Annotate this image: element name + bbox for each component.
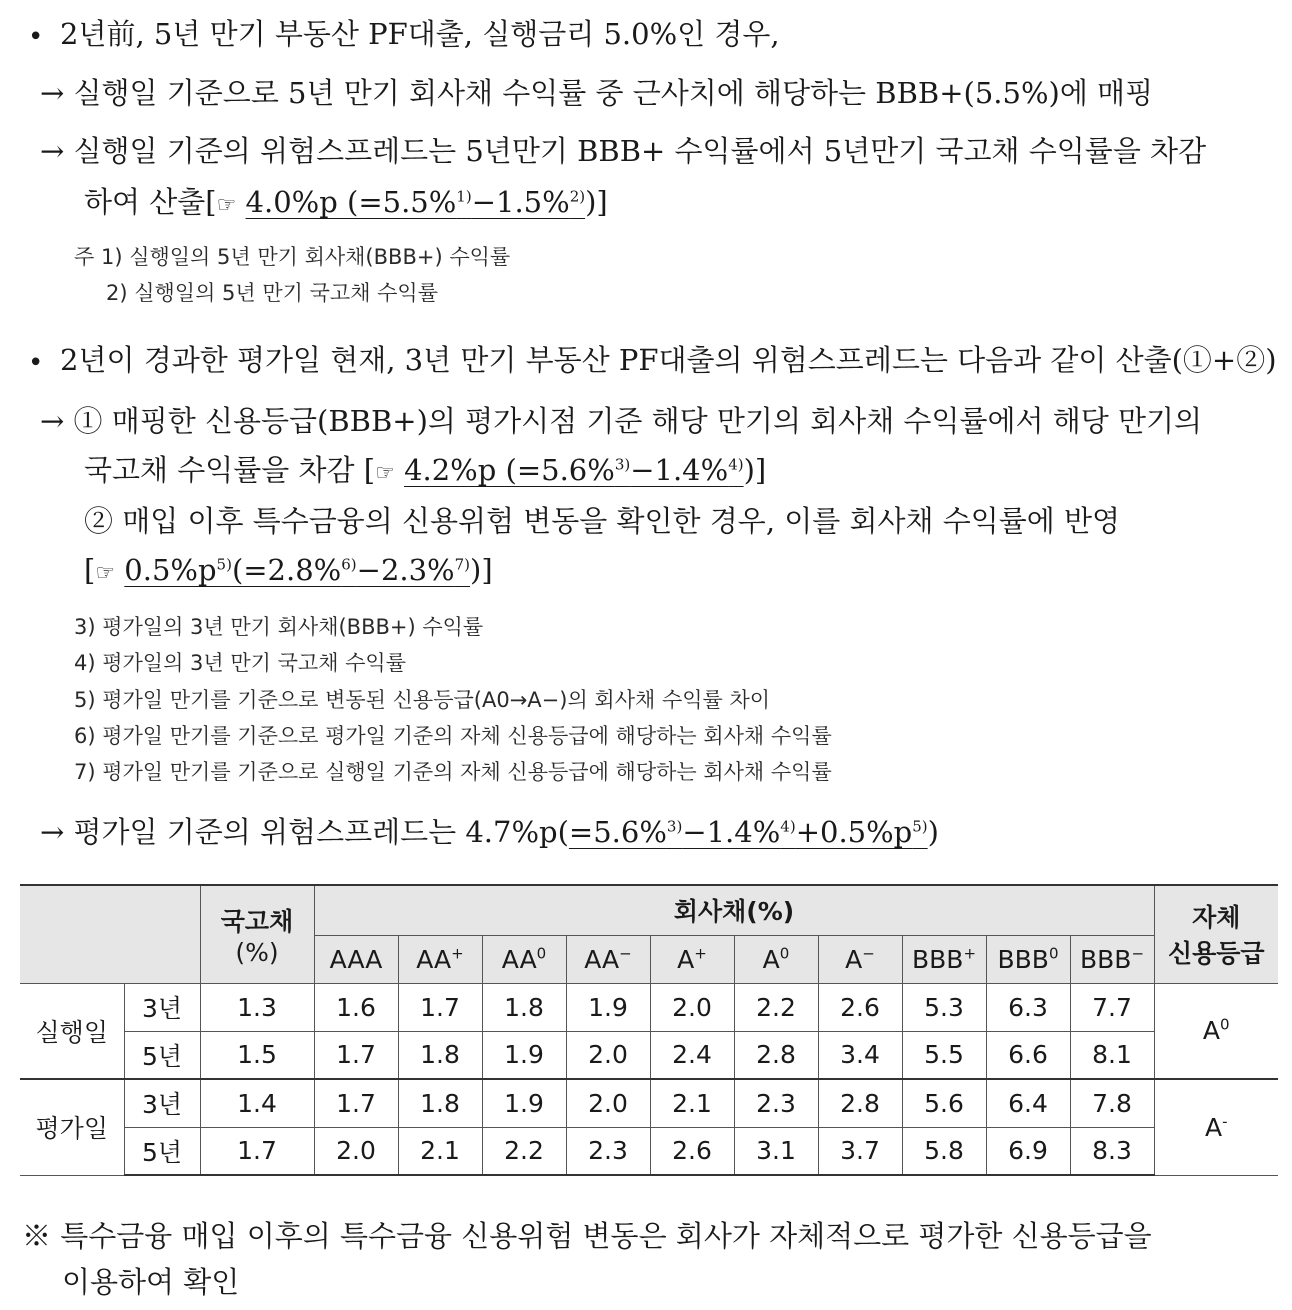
arrow-spread-line-2: 하여 산출[☞ 4.0%p (=5.5%$^{1)}$−1.5%$^{2)}$)] xyxy=(84,185,608,219)
corp-yield-cell: 3.4 xyxy=(818,1031,902,1079)
header-own-rating: 자체 신용등급 xyxy=(1154,885,1278,983)
corp-yield-cell: 2.6 xyxy=(818,983,902,1031)
corp-yield-cell: 2.1 xyxy=(650,1079,734,1127)
corp-yield-cell: 2.0 xyxy=(566,1031,650,1079)
grade-header: BBB− xyxy=(1070,935,1154,983)
corp-yield-cell: 6.9 xyxy=(986,1127,1070,1175)
corp-yield-cell: 1.7 xyxy=(398,983,482,1031)
calc-total-spread: $=5.6\%^{3)}-1.4\%^{4)}+0.5\%p^{5)}$ xyxy=(568,815,928,849)
corp-yield-cell: 2.6 xyxy=(650,1127,734,1175)
term-cell: 5년 xyxy=(124,1127,200,1175)
corp-yield-cell: 2.1 xyxy=(398,1127,482,1175)
table-row xyxy=(20,983,1278,1031)
arrow-mapping-line: → 실행일 기준으로 5년 만기 회사채 수익률 중 근사치에 해당하는 BBB+(5.5%)에 매핑 xyxy=(40,76,1154,110)
header-corp-bond: 회사채(%) xyxy=(314,885,1154,935)
term-cell: 3년 xyxy=(124,1079,200,1127)
bullet-marker: • xyxy=(28,348,44,378)
corp-yield-cell: 7.8 xyxy=(1070,1079,1154,1127)
calc-eval-spread: 4.2%p (=5.6%$^{3)}$−1.4%$^{4)}$ xyxy=(404,453,744,487)
corp-yield-cell: 6.6 xyxy=(986,1031,1070,1079)
corp-yield-cell: 6.3 xyxy=(986,983,1070,1031)
calc-execution-spread: 4.0%p (=5.5%$^{1)}$−1.5%$^{2)}$ xyxy=(245,185,586,219)
corp-yield-cell: 1.7 xyxy=(314,1031,398,1079)
text-prefix: 하여 산출[ xyxy=(84,185,217,219)
corp-yield-cell: 1.9 xyxy=(482,1031,566,1079)
bullet-evaluation-description: 2년이 경과한 평가일 현재, 3년 만기 부동산 PF대출의 위험스프레드는 다음과 같이 산출(①+②) xyxy=(60,343,1277,377)
corp-yield-cell: 2.2 xyxy=(482,1127,566,1175)
own-rating-cell: A- xyxy=(1154,1079,1278,1175)
corp-yield-cell: 2.4 xyxy=(650,1031,734,1079)
grade-header: BBB+ xyxy=(902,935,986,983)
corp-yield-cell: 2.3 xyxy=(566,1127,650,1175)
footnote-4: 4) 평가일의 3년 만기 국고채 수익률 xyxy=(74,651,407,675)
gov-yield-cell: 1.4 xyxy=(200,1079,314,1127)
table-row xyxy=(20,1031,1278,1079)
step2-line-2: [☞ $0.5\%p^{5)}(=2.8\%^{6)}-2.3\%^{7)})$] xyxy=(84,553,493,587)
hand-pointer-icon: ☞ xyxy=(216,193,237,218)
corp-yield-cell: 5.6 xyxy=(902,1079,986,1127)
result-line: → 평가일 기준의 위험스프레드는 $4.7\%p(=5.6\%^{3)}-1.4\%^{4)}+0.5\%p^{5)})$ xyxy=(40,815,939,849)
gov-yield-cell: 1.3 xyxy=(200,983,314,1031)
footnote-3: 3) 평가일의 3년 만기 회사채(BBB+) 수익률 xyxy=(74,615,484,639)
term-cell: 5년 xyxy=(124,1031,200,1079)
corp-yield-cell: 8.3 xyxy=(1070,1127,1154,1175)
corp-yield-cell: 1.8 xyxy=(398,1079,482,1127)
table-row xyxy=(20,1127,1278,1175)
footnote-7: 7) 평가일 만기를 기준으로 실행일 기준의 자체 신용등급에 해당하는 회사채 수익률 xyxy=(74,760,832,784)
own-rating-cell: $A^0$ xyxy=(1154,983,1278,1079)
group-label: 평가일 xyxy=(20,1079,124,1175)
corp-yield-cell: 1.9 xyxy=(482,1079,566,1127)
header-gov-bond: 국고채 (%) xyxy=(200,885,314,983)
corp-yield-cell: 6.4 xyxy=(986,1079,1070,1127)
footer-note-line-1: ※ 특수금융 매입 이후의 특수금융 신용위험 변동은 회사가 자체적으로 평가한 신용등급을 xyxy=(22,1219,1152,1253)
term-cell: 3년 xyxy=(124,983,200,1031)
step1-line-1: → ① 매핑한 신용등급(BBB+)의 평가시점 기준 해당 만기의 회사채 수익률에서 해당 만기의 xyxy=(40,404,1203,438)
gov-yield-cell: 1.7 xyxy=(200,1127,314,1175)
bullet-marker: • xyxy=(28,22,44,52)
table-row xyxy=(20,1079,1278,1127)
corp-yield-cell: 3.1 xyxy=(734,1127,818,1175)
footnote-6: 6) 평가일 만기를 기준으로 평가일 기준의 자체 신용등급에 해당하는 회사채 수익률 xyxy=(74,724,832,748)
bullet-case-description: 2년前, 5년 만기 부동산 PF대출, 실행금리 5.0%인 경우, xyxy=(60,17,780,51)
corp-yield-cell: 3.7 xyxy=(818,1127,902,1175)
footer-note-line-2: 이용하여 확인 xyxy=(62,1265,240,1299)
group-label: 실행일 xyxy=(20,983,124,1079)
corp-yield-cell: 2.3 xyxy=(734,1079,818,1127)
grade-header: AA− xyxy=(566,935,650,983)
corp-yield-cell: 1.8 xyxy=(482,983,566,1031)
gov-yield-cell: 1.5 xyxy=(200,1031,314,1079)
corp-yield-cell: 5.3 xyxy=(902,983,986,1031)
corp-yield-cell: 1.9 xyxy=(566,983,650,1031)
corp-yield-cell: 5.8 xyxy=(902,1127,986,1175)
corp-yield-cell: 1.6 xyxy=(314,983,398,1031)
grade-header: A− xyxy=(818,935,902,983)
grade-header: BBB$^0$ xyxy=(986,935,1070,983)
corp-yield-cell: 2.2 xyxy=(734,983,818,1031)
corp-yield-cell: 2.8 xyxy=(818,1079,902,1127)
corp-yield-cell: 5.5 xyxy=(902,1031,986,1079)
corp-yield-cell: 7.7 xyxy=(1070,983,1154,1031)
hand-pointer-icon: ☞ xyxy=(95,561,116,586)
hand-pointer-icon: ☞ xyxy=(375,461,395,486)
step2-line-1: ② 매입 이후 특수금융의 신용위험 변동을 확인한 경우, 이를 회사채 수익률에 반영 xyxy=(84,504,1121,538)
corp-yield-cell: 8.1 xyxy=(1070,1031,1154,1079)
corp-yield-cell: 2.0 xyxy=(566,1079,650,1127)
corp-yield-cell: 1.7 xyxy=(314,1079,398,1127)
table-corner-cell xyxy=(20,885,200,983)
grade-header: AAA xyxy=(314,935,398,983)
yield-table xyxy=(20,884,1278,1176)
grade-header: $A^0$ xyxy=(734,935,818,983)
grade-header: $AA^0$ xyxy=(482,935,566,983)
footnote-1: 주 1) 실행일의 5년 만기 회사채(BBB+) 수익률 xyxy=(74,245,511,269)
grade-header: AA+ xyxy=(398,935,482,983)
corp-yield-cell: 2.0 xyxy=(314,1127,398,1175)
calc-credit-change: $0.5\%p^{5)}(=2.8\%^{6)}-2.3\%^{7)}$ xyxy=(124,553,471,587)
arrow-spread-line-1: → 실행일 기준의 위험스프레드는 5년만기 BBB+ 수익률에서 5년만기 국고채 수익률을 차감 xyxy=(40,134,1207,168)
step1-line-2: 국고채 수익률을 차감 [☞ 4.2%p (=5.6%$^{3)}$−1.4%$^{4)}$)] xyxy=(84,453,767,487)
corp-yield-cell: 2.8 xyxy=(734,1031,818,1079)
corp-yield-cell: 2.0 xyxy=(650,983,734,1031)
corp-yield-cell: 1.8 xyxy=(398,1031,482,1079)
grade-header: A+ xyxy=(650,935,734,983)
footnote-2: 2) 실행일의 5년 만기 국고채 수익률 xyxy=(106,281,439,305)
footnote-5: 5) 평가일 만기를 기준으로 변동된 신용등급(A0→A−)의 회사채 수익률 차이 xyxy=(74,688,771,712)
